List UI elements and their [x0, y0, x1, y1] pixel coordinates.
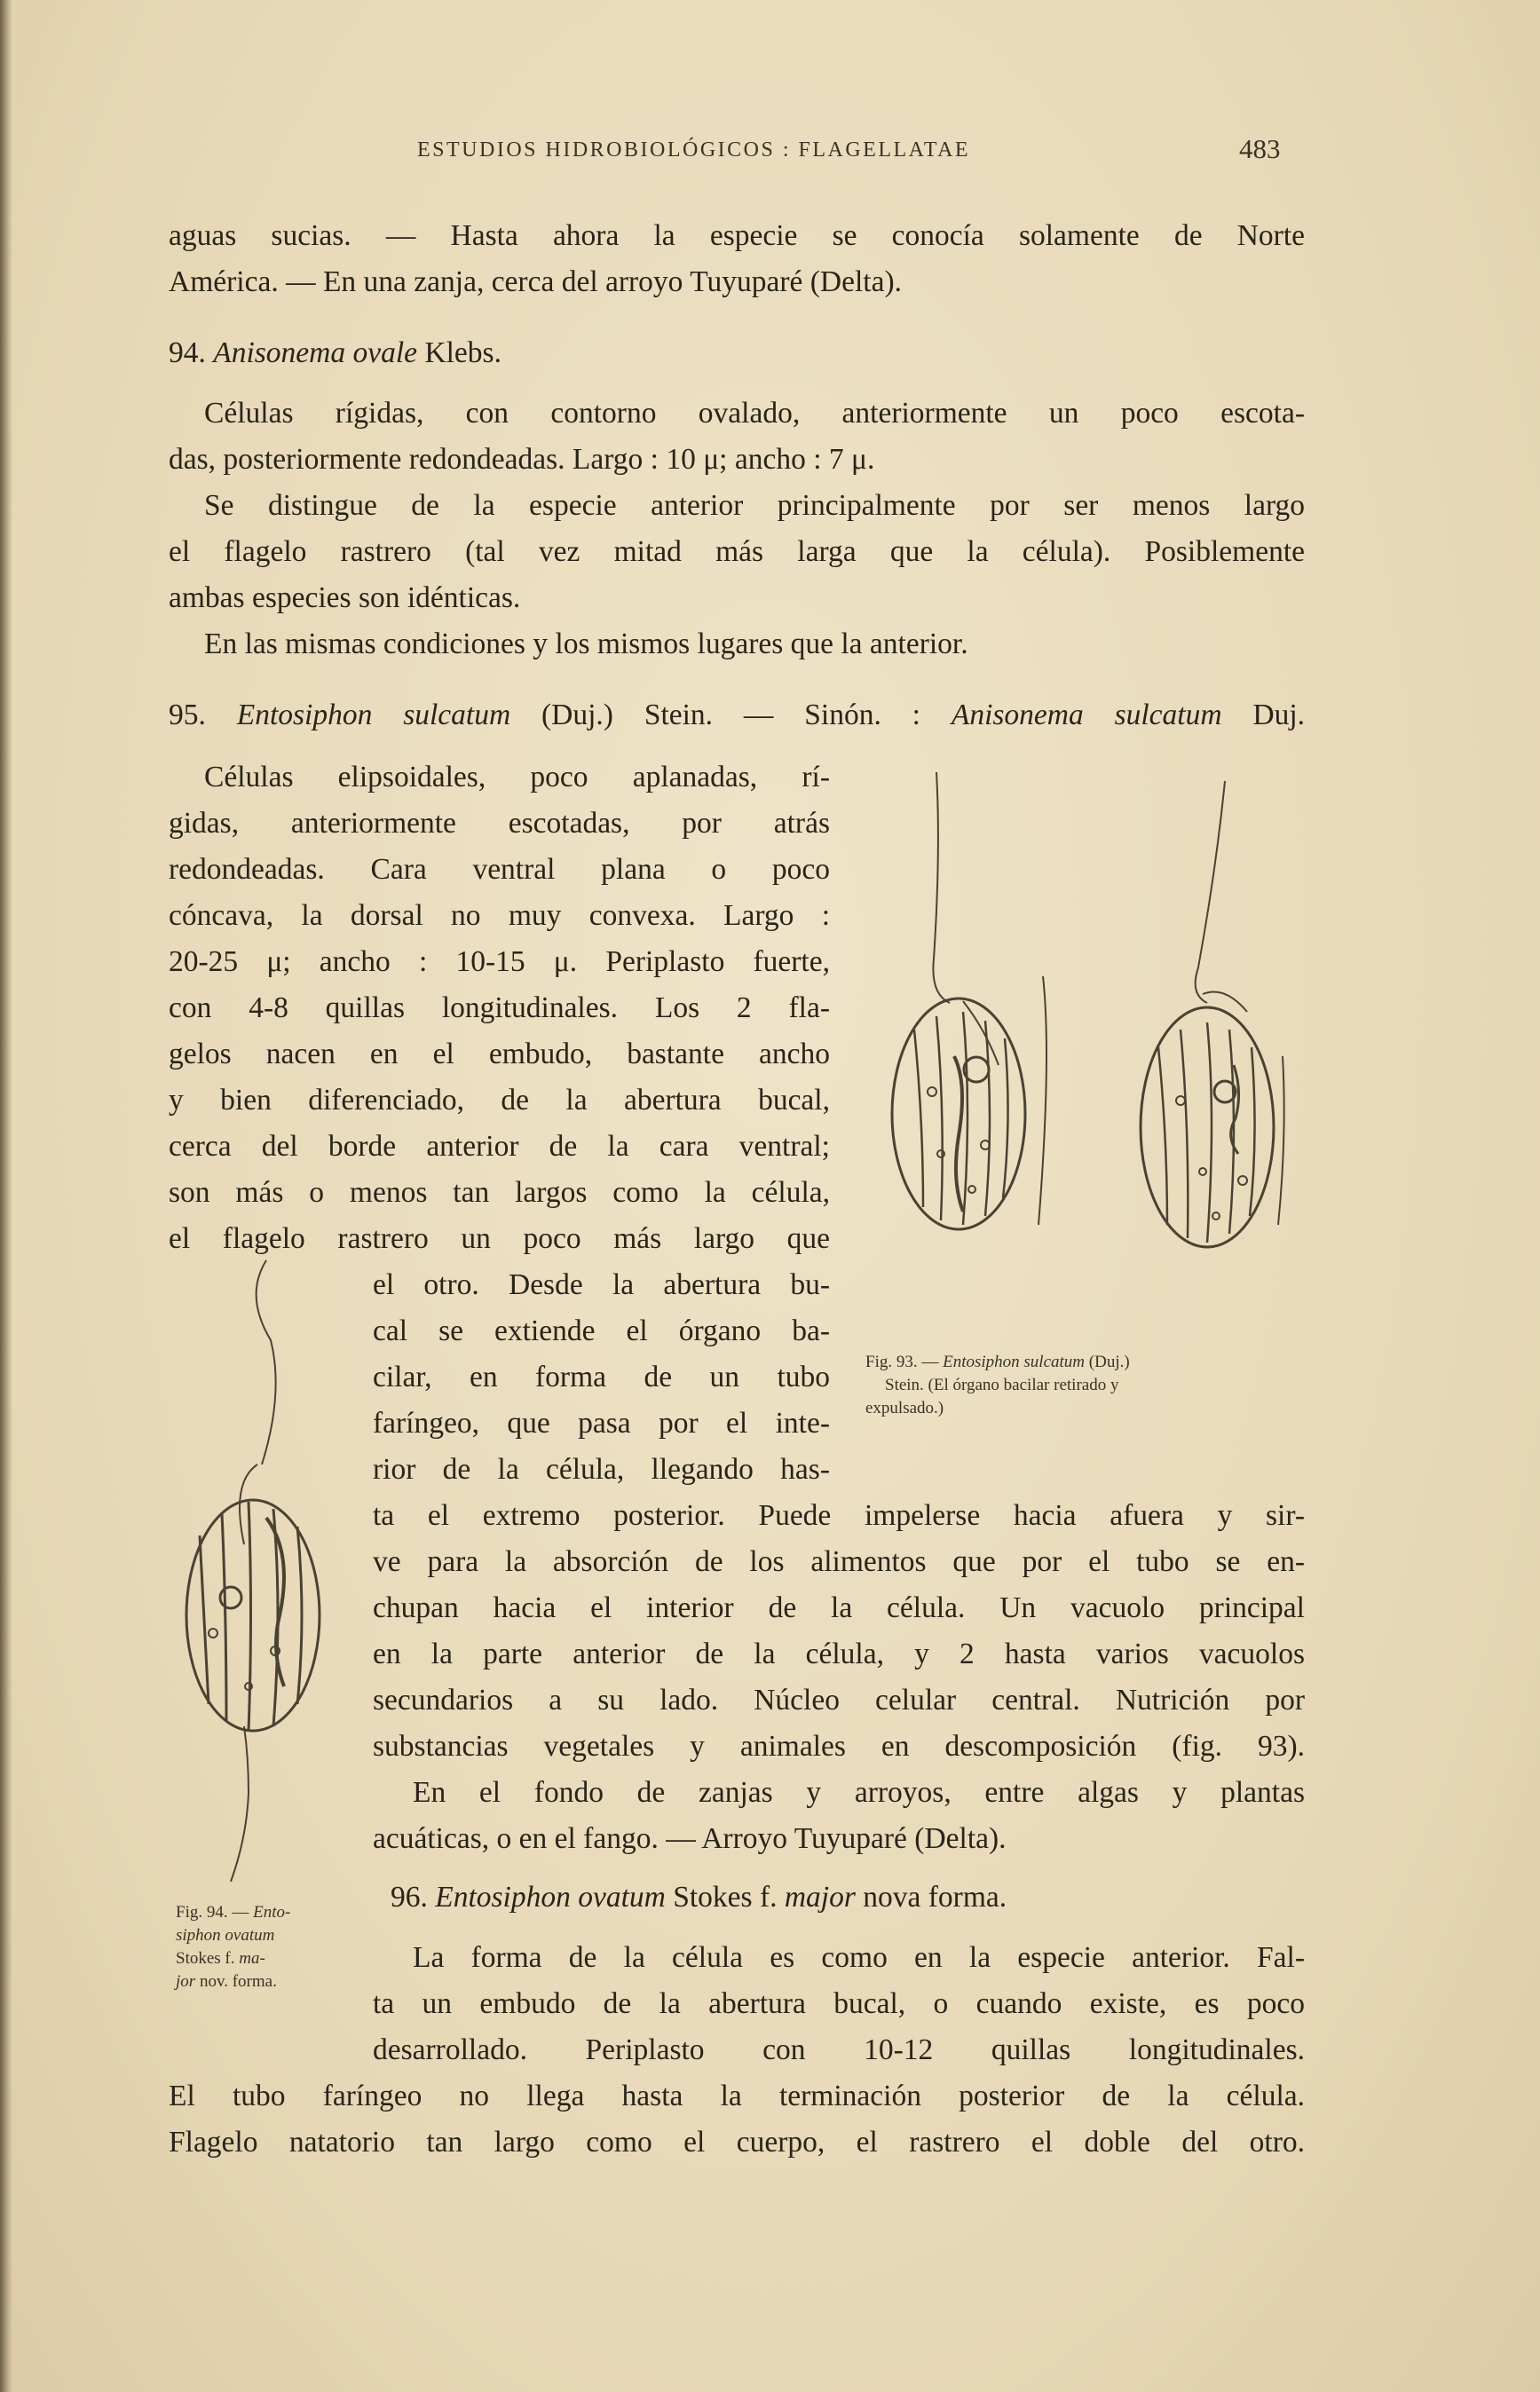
caption-text: (Duj.)	[1088, 1353, 1130, 1371]
text-line: y bien diferenciado, de la abertura bucal,	[169, 1084, 830, 1117]
text-line: cilar, en forma de un tubo	[373, 1361, 830, 1393]
text-line: Flagelo natatorio tan largo como el cuerpo, el rastrero el doble del otro.	[169, 2126, 1305, 2159]
caption-label: Fig. 93. —	[865, 1353, 939, 1371]
cell-body	[186, 1500, 320, 1731]
species-author: Stokes f.	[673, 1881, 778, 1914]
text-line: ta un embudo de la abertura bucal, o cuando existe, es poco	[373, 1987, 1305, 2020]
species-heading-94	[169, 330, 501, 376]
flagellum	[257, 1260, 276, 1464]
text-line: substancias vegetales y animales en descomposición (fig. 93).	[373, 1730, 1305, 1763]
text-line: son más o menos tan largos como la célula,	[169, 1176, 830, 1209]
text-line: América. — En una zanja, cerca del arroyo Tuyuparé (Delta).	[169, 265, 902, 298]
flagellum	[1039, 976, 1046, 1225]
flagellum	[963, 1001, 999, 1065]
caption-form: jor	[176, 1972, 196, 1991]
species-number: 96.	[391, 1881, 428, 1914]
caption-species: siphon ovatum	[176, 1926, 275, 1945]
text-line: ta el extremo posterior. Puede impelerse hacia afuera y sir-	[373, 1499, 1305, 1532]
text-line: ambas especies son idénticas.	[169, 581, 521, 614]
text-line: cerca del borde anterior de la cara ventral;	[169, 1130, 830, 1163]
text-line: el flagelo rastrero un poco más largo que	[169, 1222, 830, 1255]
species-number: 94.	[169, 336, 206, 369]
text-line: rior de la célula, llegando has-	[373, 1453, 830, 1486]
text-line: gidas, anteriormente escotadas, por atrás	[169, 807, 830, 840]
running-header: ESTUDIOS HIDROBIOLÓGICOS : FLAGELLATAE	[417, 138, 971, 162]
species-author: Klebs.	[424, 336, 501, 369]
text-line: 20-25 μ; ancho : 10-15 μ. Periplasto fuerte,	[169, 945, 830, 978]
flagellum	[1278, 1056, 1284, 1225]
flagellum	[933, 772, 950, 1003]
text-line: Células elipsoidales, poco aplanadas, rí-	[204, 761, 830, 793]
text-line: gelos nacen en el embudo, bastante ancho	[169, 1038, 830, 1070]
text-line: acuáticas, o en el fango. — Arroyo Tuyuparé (Delta).	[373, 1822, 1007, 1855]
caption-text: Stein. (El órgano bacilar retirado y	[885, 1376, 1119, 1394]
caption-text: expulsado.)	[865, 1399, 944, 1417]
figure-93-illustration	[852, 763, 1314, 1331]
caption-text: Stokes f.	[176, 1949, 235, 1968]
text-line: el flagelo rastrero (tal vez mitad más larga que la célula). Posiblemente	[169, 535, 1305, 568]
text-line: chupan hacia el interior de la célula. Un vacuolo principal	[373, 1591, 1305, 1624]
caption-species: Entosiphon sulcatum	[943, 1353, 1086, 1371]
species-name: Anisonema ovale	[213, 336, 418, 369]
species-number: 95.	[169, 699, 206, 731]
text-line: con 4-8 quillas longitudinales. Los 2 fla-	[169, 991, 830, 1024]
text-line: redondeadas. Cara ventral plana o poco	[169, 853, 830, 886]
figure-93-caption	[865, 1351, 1309, 1420]
species-author: (Duj.) Stein. — Sinón. :	[541, 699, 920, 731]
synonym-author: Duj.	[1252, 699, 1306, 731]
text-line: En el fondo de zanjas y arroyos, entre algas y plantas	[413, 1776, 1305, 1809]
page-number: 483	[1239, 133, 1281, 164]
form-status: nova forma.	[863, 1881, 1007, 1914]
species-heading-95	[169, 692, 1305, 738]
text-line: Se distingue de la especie anterior principalmente por ser menos largo	[204, 489, 1305, 522]
text-line: desarrollado. Periplasto con 10-12 quillas longitudinales.	[373, 2033, 1305, 2066]
figure-94-illustration	[160, 1260, 364, 1899]
caption-form: ma-	[239, 1949, 265, 1968]
text-line: La forma de la célula es como en la especie anterior. Fal-	[413, 1941, 1305, 1974]
flagellum	[231, 1726, 249, 1882]
text-line: El tubo faríngeo no llega hasta la terminación posterior de la célula.	[169, 2080, 1305, 2112]
flagellum	[1196, 781, 1225, 1003]
text-line: Células rígidas, con contorno ovalado, anteriormente un poco escota-	[204, 397, 1305, 430]
text-line: cóncava, la dorsal no muy convexa. Largo :	[169, 899, 830, 932]
text-line: cal se extiende el órgano ba-	[373, 1314, 830, 1347]
caption-text: nov. forma.	[199, 1972, 277, 1991]
text-line: aguas sucias. — Hasta ahora la especie se conocía solamente de Norte	[169, 219, 1305, 252]
text-line: ve para la absorción de los alimentos que por el tubo se en-	[373, 1545, 1305, 1578]
caption-label: Fig. 94. —	[176, 1903, 249, 1922]
species-heading-96	[391, 1875, 1007, 1921]
synonym-name: Anisonema sulcatum	[951, 699, 1222, 731]
species-name: Entosiphon ovatum	[435, 1881, 666, 1914]
flagellum	[1203, 992, 1247, 1013]
book-spine-shadow	[0, 0, 12, 2392]
text-line: das, posteriormente redondeadas. Largo : 10 μ; ancho : 7 μ.	[169, 443, 875, 476]
text-line: secundarios a su lado. Núcleo celular central. Nutrición por	[373, 1684, 1305, 1717]
text-line: En las mismas condiciones y los mismos lugares que la anterior.	[204, 628, 968, 660]
text-line: faríngeo, que pasa por el inte-	[373, 1407, 830, 1440]
form-name: major	[784, 1881, 856, 1914]
text-line: el otro. Desde la abertura bu-	[373, 1268, 830, 1301]
caption-species: Ento-	[253, 1903, 291, 1922]
figure-94-caption	[176, 1901, 367, 1993]
species-name: Entosiphon sulcatum	[236, 699, 511, 731]
text-line: en la parte anterior de la célula, y 2 hasta varios vacuolos	[373, 1638, 1305, 1670]
